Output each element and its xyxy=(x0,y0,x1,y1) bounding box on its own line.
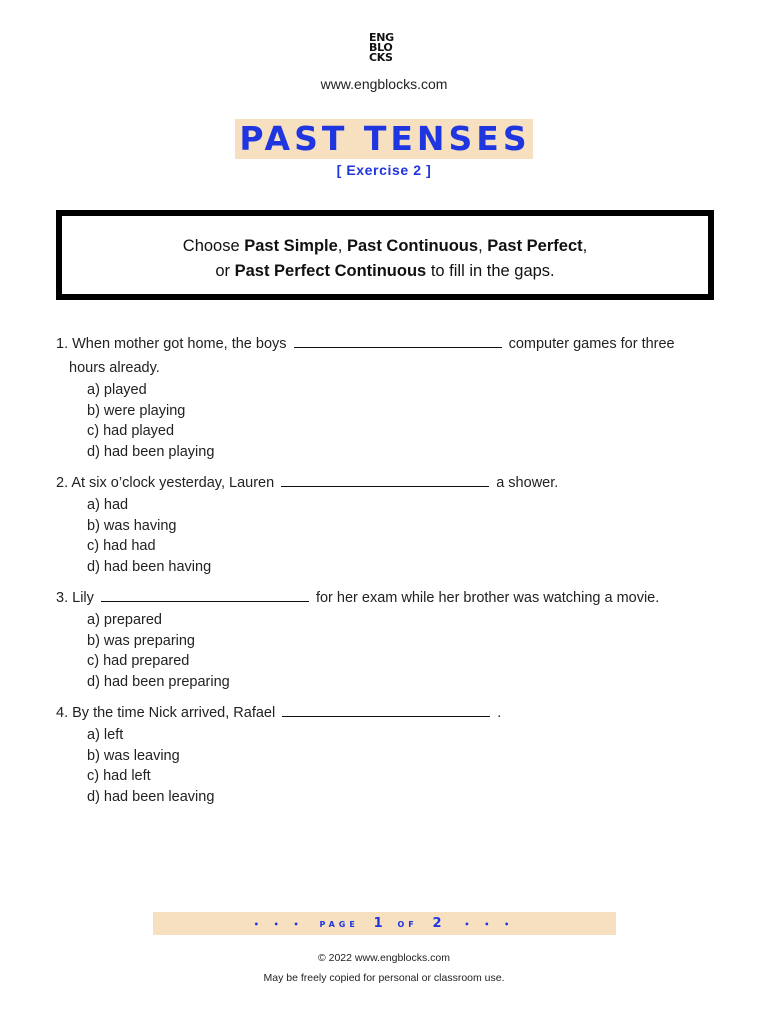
question-stem: 3. Lily for her exam while her brother was watching a movie. xyxy=(56,584,716,610)
instructions-box xyxy=(56,210,714,300)
tense-past-simple: Past Simple xyxy=(244,237,338,255)
copyright: © 2022 www.engblocks.com xyxy=(317,952,451,964)
tense-past-continuous: Past Continuous xyxy=(346,237,479,255)
option-d: d) had been playing xyxy=(87,443,215,460)
option-a: a) left xyxy=(87,727,124,743)
exercise-label: [ Exercise 2 ] xyxy=(336,162,432,178)
question-stem: 4. By the time Nick arrived, Rafael . xyxy=(56,699,716,725)
question-4 xyxy=(56,699,716,807)
answer-blank[interactable] xyxy=(282,699,490,717)
question-3 xyxy=(56,584,716,692)
option-c: c) had prepared xyxy=(87,653,190,669)
option-d: d) had been having xyxy=(87,558,212,575)
of-word: OF xyxy=(397,920,418,929)
option-list xyxy=(56,495,716,577)
option-c: c) had had xyxy=(87,538,156,554)
option-list xyxy=(56,380,716,462)
question-continuation: hours already. xyxy=(69,360,160,376)
logo-line: CKS xyxy=(369,51,393,64)
option-list xyxy=(56,725,716,807)
page-title: PAST TENSES xyxy=(235,119,532,159)
license-note: May be freely copied for personal or classroom use. xyxy=(263,972,505,984)
option-c: c) had played xyxy=(87,423,175,439)
tense-past-perfect: Past Perfect xyxy=(487,237,583,255)
answer-blank[interactable] xyxy=(294,330,502,348)
question-2 xyxy=(56,469,716,577)
page-word: PAGE xyxy=(319,920,359,929)
question-list xyxy=(56,330,716,814)
answer-blank[interactable] xyxy=(101,584,309,602)
site-url: www.engblocks.com xyxy=(320,76,448,92)
engblocks-logo xyxy=(369,33,399,63)
title-block xyxy=(0,119,768,159)
logo-line: ENG xyxy=(369,31,394,44)
instructions-line-2: or Past Perfect Continuous to fill in the gaps. xyxy=(215,262,555,280)
page-current: 1 xyxy=(373,916,383,931)
option-b: b) was preparing xyxy=(87,632,195,649)
question-stem: 2. At six o’clock yesterday, Lauren a shower. xyxy=(56,469,716,495)
tense-past-perfect-continuous: Past Perfect Continuous xyxy=(234,262,427,280)
option-b: b) were playing xyxy=(87,402,186,419)
option-d: d) had been preparing xyxy=(87,673,230,690)
page-total: 2 xyxy=(432,916,442,931)
option-a: a) prepared xyxy=(87,612,162,628)
dots-right-icon: • • • xyxy=(464,920,516,929)
instructions-line-1: Choose Past Simple, Past Continuous, Past Perfect, xyxy=(182,237,588,255)
dots-left-icon: • • • xyxy=(253,920,305,929)
option-b: b) was leaving xyxy=(87,747,180,764)
question-stem: 1. When mother got home, the boys computer games for three xyxy=(56,330,716,356)
option-d: d) had been leaving xyxy=(87,788,215,805)
option-list xyxy=(56,610,716,692)
question-1 xyxy=(56,330,716,462)
option-a: a) played xyxy=(87,382,147,398)
answer-blank[interactable] xyxy=(281,469,489,487)
option-b: b) was having xyxy=(87,517,177,534)
logo-line: BLO xyxy=(369,41,393,54)
option-c: c) had left xyxy=(87,768,151,784)
option-a: a) had xyxy=(87,497,129,513)
page-indicator xyxy=(153,912,616,935)
